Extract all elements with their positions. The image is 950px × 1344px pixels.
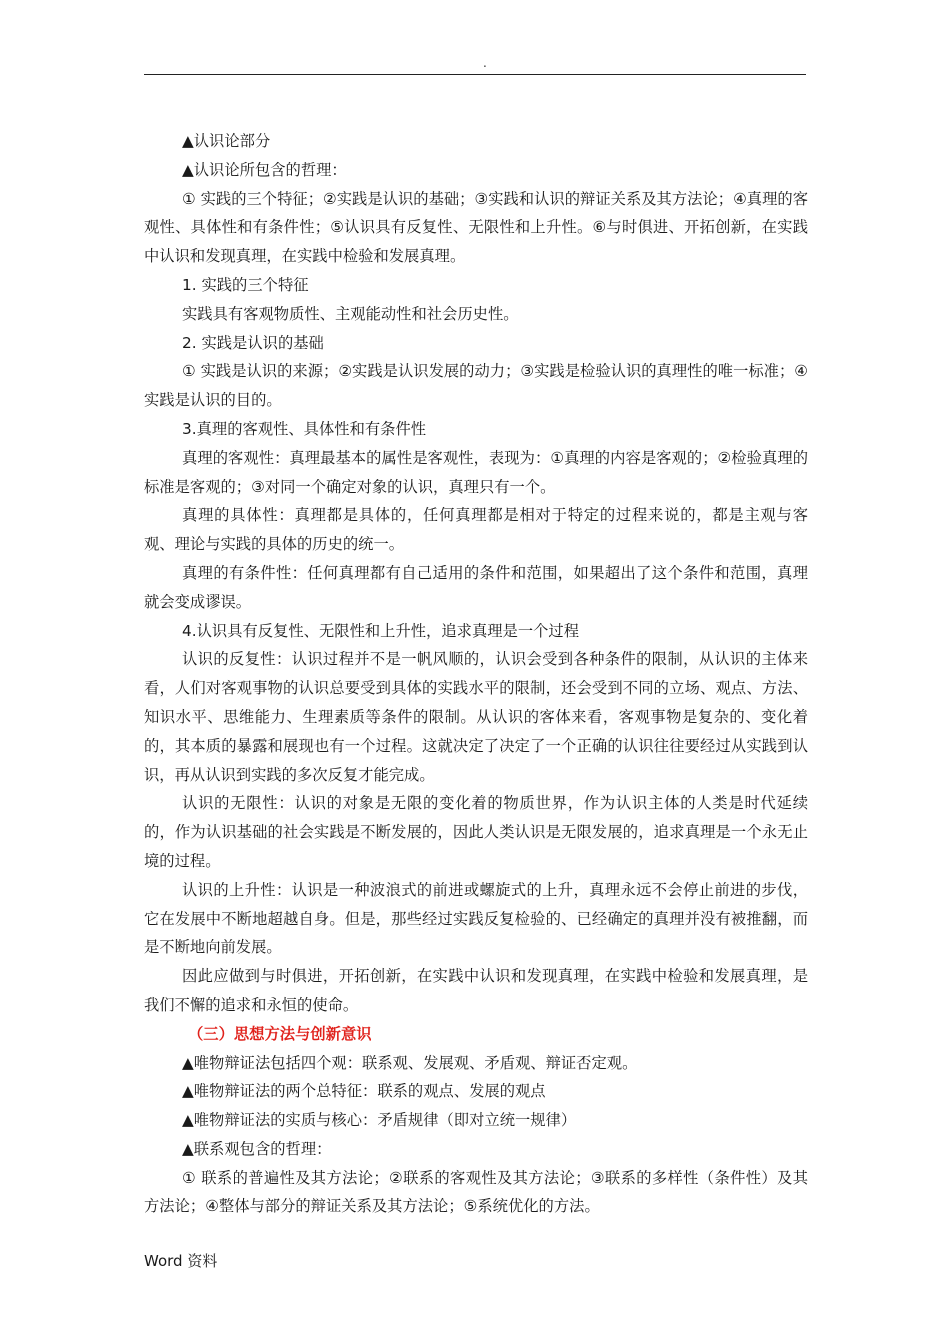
bullet-heading-principles: ▲认识论所包含的哲理： bbox=[182, 160, 347, 179]
bullet-dialectics-four-views: ▲唯物辩证法包括四个观：联系观、发展观、矛盾观、辩证否定观。 bbox=[182, 1053, 638, 1072]
bullet-dialectics-features: ▲唯物辩证法的两个总特征：联系的观点、发展的观点 bbox=[182, 1082, 546, 1101]
paragraph-cognition-infinity: 认识的无限性：认识的对象是无限的变化着的物质世界，作为认识主体的人类是时代延续的，作为认识基础的社会实践是不断发展的，因此人类认识是无限发展的，追求真理是一个永无止境的过程。 bbox=[144, 794, 808, 870]
subheading-practice-features: 1. 实践的三个特征 bbox=[182, 275, 309, 294]
paragraph-cognition-ascension: 认识的上升性：认识是一种波浪式的前进或螺旋式的上升，真理永远不会停止前进的步伐，它在发展中不断地超越自身。但是，那些经过实践反复检验的、已经确定的真理并没有被推翻，而是不断地向前发展。 bbox=[144, 880, 808, 957]
paragraph-truth-conditionality: 真理的有条件性：任何真理都有自己适用的条件和范围，如果超出了这个条件和范围，真理就会变成谬误。 bbox=[144, 563, 808, 611]
subheading-cognition-properties: 4.认识具有反复性、无限性和上升性，追求真理是一个过程 bbox=[182, 621, 580, 640]
document-body bbox=[144, 127, 808, 1221]
subheading-practice-basis: 2. 实践是认识的基础 bbox=[182, 333, 324, 352]
header-rule bbox=[144, 74, 806, 75]
header-mark: . bbox=[483, 56, 487, 70]
section-heading-thinking-methods: （三）思想方法与创新意识 bbox=[188, 1024, 372, 1043]
paragraph-principles-list: ① 实践的三个特征；②实践是认识的基础；③实践和认识的辩证关系及其方法论；④真理的客观性、具体性和有条件性；⑤认识具有反复性、无限性和上升性。⑥与时俱进、开拓创新，在实践中认识和发现真理，在实践中检验和发展真理。 bbox=[144, 189, 808, 266]
paragraph-cognition-repetition: 认识的反复性：认识过程并不是一帆风顺的，认识会受到各种条件的限制，从认识的主体来看，人们对客观事物的认识总要受到具体的实践水平的限制，还会受到不同的立场、观点、方法、知识水平、思维能力、生理素质等条件的限制。从认识的客体来看，客观事物是复杂的、变化着的，其本质的暴露和展现也有一个过程。这就决定了决定了一个正确的认识往往要经过从实践到认识，再从认识到实践的多次反复才能完成。 bbox=[144, 650, 808, 784]
paragraph-connection-list: ① 联系的普遍性及其方法论；②联系的客观性及其方法论；③联系的多样性（条件性）及其方法论；④整体与部分的辩证关系及其方法论；⑤系统优化的方法。 bbox=[144, 1168, 808, 1216]
paragraph-practice-basis: ① 实践是认识的来源；②实践是认识发展的动力；③实践是检验认识的真理性的唯一标准；④实践是认识的目的。 bbox=[144, 362, 808, 410]
section-heading-epistemology: ▲认识论部分 bbox=[182, 132, 271, 150]
bullet-dialectics-core: ▲唯物辩证法的实质与核心：矛盾规律（即对立统一规律） bbox=[182, 1111, 577, 1130]
paragraph-conclusion: 因此应做到与时俱进，开拓创新，在实践中认识和发现真理，在实践中检验和发展真理，是我们不懈的追求和永恒的使命。 bbox=[144, 967, 808, 1014]
subheading-truth-properties: 3.真理的客观性、具体性和有条件性 bbox=[182, 419, 427, 438]
paragraph-truth-objectivity: 真理的客观性：真理最基本的属性是客观性，表现为：①真理的内容是客观的；②检验真理的标准是客观的；③对同一个确定对象的认识，真理只有一个。 bbox=[144, 448, 808, 496]
paragraph-truth-concreteness: 真理的具体性：真理都是具体的，任何真理都是相对于特定的过程来说的，都是主观与客观、理论与实践的具体的历史的统一。 bbox=[144, 506, 808, 554]
bullet-connection-view: ▲联系观包含的哲理： bbox=[182, 1139, 332, 1158]
paragraph-practice-features: 实践具有客观物质性、主观能动性和社会历史性。 bbox=[182, 304, 519, 323]
page-footer: Word 资料 bbox=[144, 1252, 218, 1270]
